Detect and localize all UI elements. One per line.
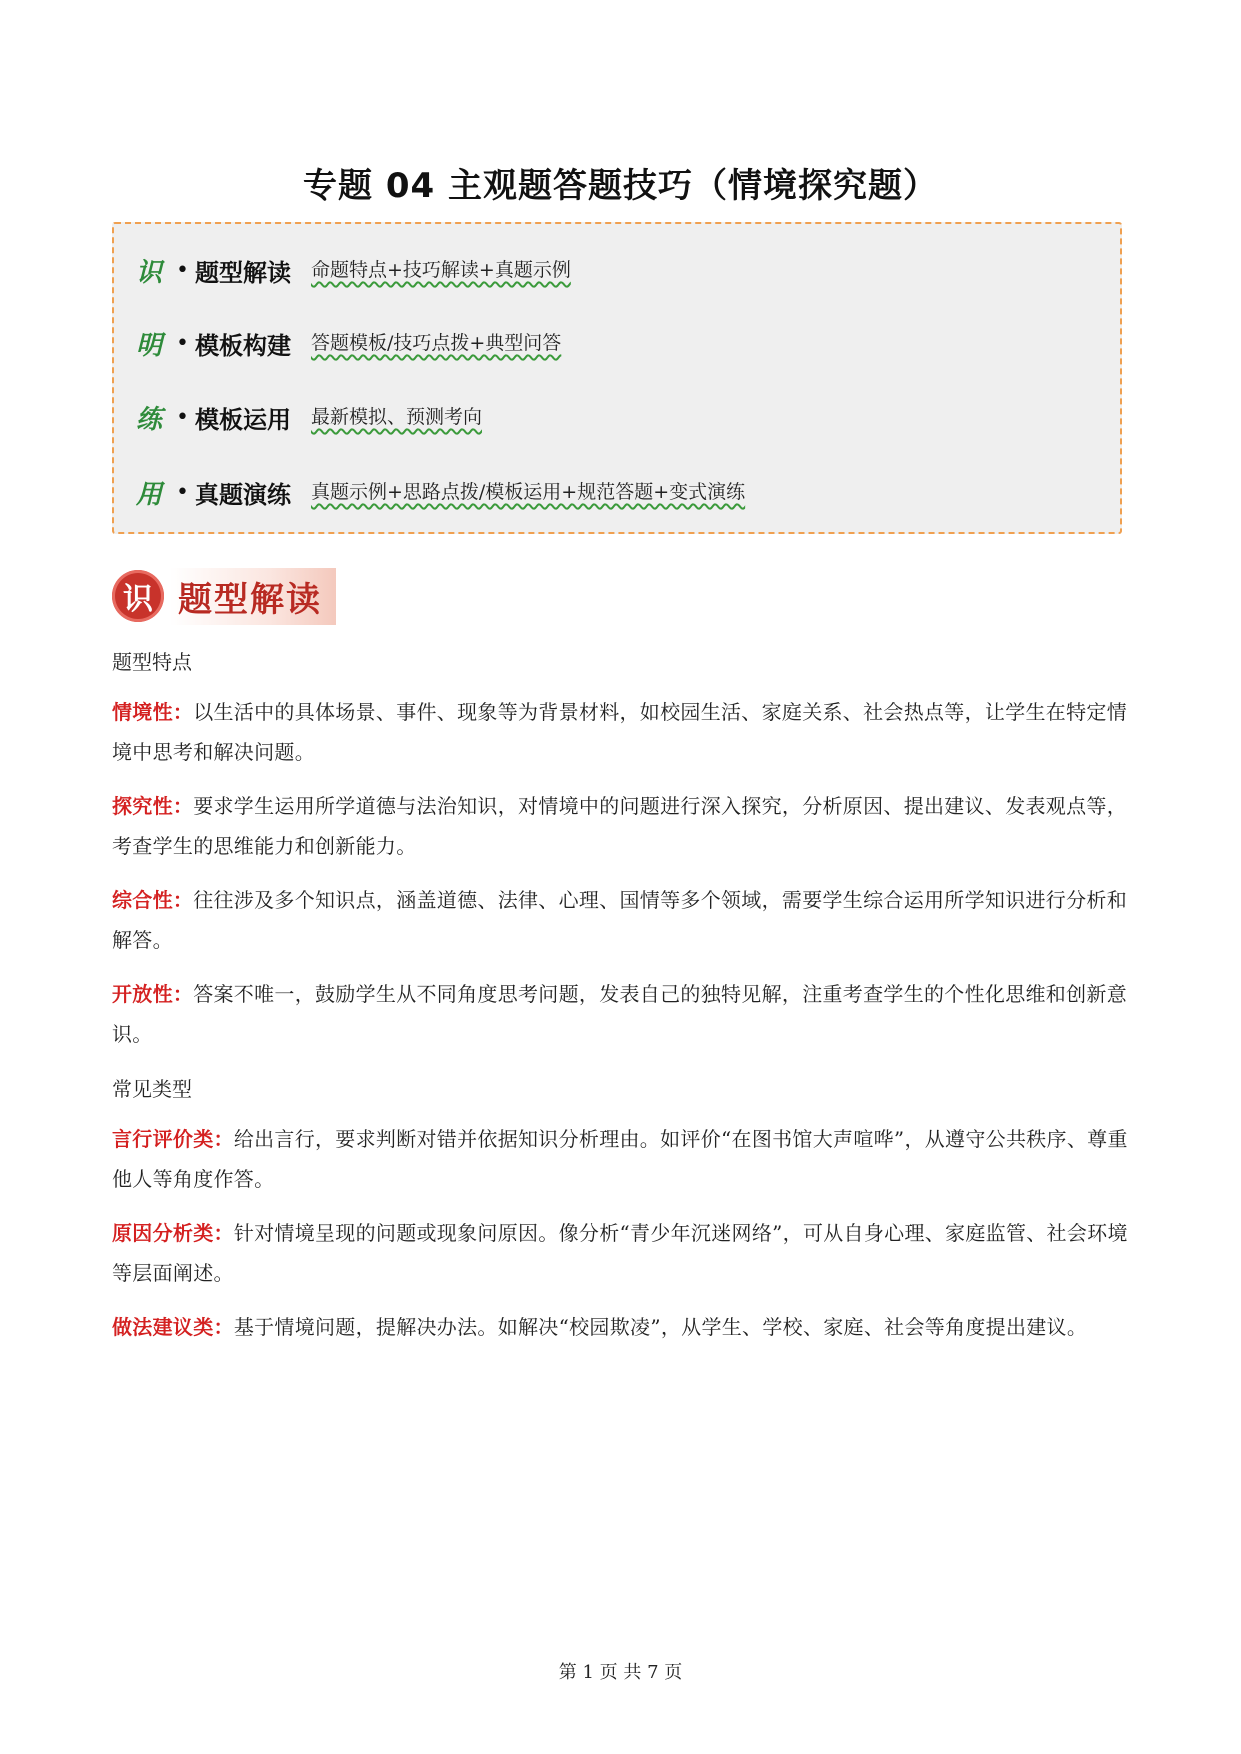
type-text: 基于情境问题，提解决办法。如解决“校园欺凌”，从学生、学校、家庭、社会等角度提出建议。 — [233, 1315, 1088, 1339]
toc-item-char: 识 — [136, 257, 163, 288]
feature-text: 往往涉及多个知识点，涵盖道德、法律、心理、国情等多个领域，需要学生综合运用所学知识进行分析和解答。 — [112, 888, 1128, 952]
feature-paragraph — [112, 692, 1132, 772]
type-term: 原因分析类： — [112, 1221, 234, 1245]
feature-text: 答案不唯一，鼓励学生从不同角度思考问题，发表自己的独特见解，注重考查学生的个性化思维和创新意识。 — [112, 982, 1128, 1046]
feature-paragraph — [112, 974, 1132, 1054]
type-text: 给出言行，要求判断对错并依据知识分析理由。如评价“在图书馆大声喧哗”，从遵守公共秩序、尊重他人等角度作答。 — [112, 1127, 1128, 1191]
bullet-icon: • — [176, 479, 189, 505]
bullet-icon: • — [176, 404, 189, 430]
toc-item-heading: 题型解读 — [194, 258, 291, 287]
section-badge-label: 题型解读 — [170, 568, 336, 625]
toc-item-heading: 真题演练 — [194, 480, 291, 509]
type-paragraph — [112, 1307, 1132, 1347]
feature-term: 开放性： — [112, 982, 194, 1006]
toc-item-heading: 模板运用 — [194, 405, 291, 434]
toc-item-desc: 真题示例+思路点拨/模板运用+规范答题+变式演练 — [310, 481, 746, 503]
toc-box — [112, 222, 1122, 534]
type-paragraph — [112, 1119, 1132, 1199]
feature-paragraph — [112, 786, 1132, 866]
feature-text: 要求学生运用所学道德与法治知识，对情境中的问题进行深入探究，分析原因、提出建议、发表观点等，考查学生的思维能力和创新能力。 — [112, 794, 1128, 858]
toc-item-desc: 答题模板/技巧点拨+典型问答 — [310, 332, 562, 354]
toc-item-desc: 最新模拟、预测考向 — [310, 406, 482, 428]
feature-term: 综合性： — [112, 888, 194, 912]
section-badge-char: 识 — [112, 570, 164, 622]
feature-paragraph — [112, 880, 1132, 960]
type-paragraph — [112, 1213, 1132, 1293]
types-heading: 常见类型 — [112, 1077, 192, 1101]
toc-item — [136, 250, 571, 290]
feature-term: 探究性： — [112, 794, 194, 818]
toc-item — [136, 472, 745, 512]
page-title: 专题 04 主观题答题技巧（情境探究题） — [303, 166, 938, 206]
toc-item-heading: 模板构建 — [194, 331, 291, 360]
bullet-icon: • — [176, 257, 189, 283]
page-footer: 第 1 页 共 7 页 — [558, 1662, 683, 1683]
type-term: 做法建议类： — [112, 1315, 234, 1339]
type-term: 言行评价类： — [112, 1127, 234, 1151]
toc-item-desc: 命题特点+技巧解读+真题示例 — [310, 259, 571, 281]
features-heading: 题型特点 — [112, 650, 192, 674]
type-text: 针对情境呈现的问题或现象问原因。像分析“青少年沉迷网络”，可从自身心理、家庭监管、社会环境等层面阐述。 — [112, 1221, 1128, 1285]
toc-item-char: 明 — [136, 330, 163, 361]
toc-item — [136, 323, 561, 363]
feature-term: 情境性： — [112, 700, 194, 724]
toc-item-char: 练 — [136, 404, 163, 435]
toc-item-char: 用 — [136, 479, 163, 510]
toc-item — [136, 397, 482, 437]
section-badge — [112, 568, 336, 624]
feature-text: 以生活中的具体场景、事件、现象等为背景材料，如校园生活、家庭关系、社会热点等，让学生在特定情境中思考和解决问题。 — [112, 700, 1128, 764]
bullet-icon: • — [176, 330, 189, 356]
